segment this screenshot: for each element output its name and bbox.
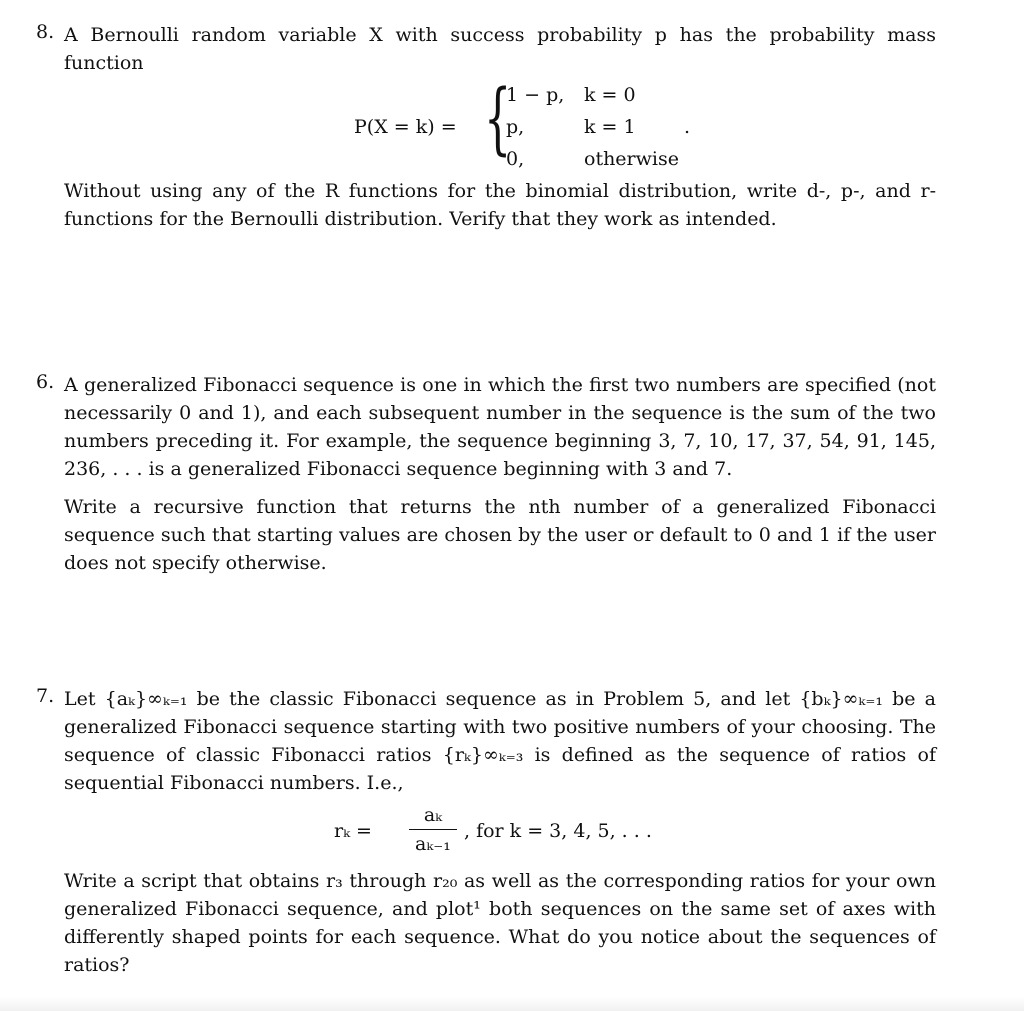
problem-number: 8. (36, 21, 55, 43)
problem-number: 7. (36, 685, 55, 707)
formula-denominator: aₖ₋₁ (415, 833, 451, 855)
problem-8-intro: A Bernoulli random variable X with success probability p has the probability mass function (64, 24, 936, 74)
formula-lhs: rₖ = (334, 820, 372, 842)
pmf-value-1: p, (506, 116, 525, 138)
pmf-lhs: P(X = k) = (354, 116, 457, 138)
problem-6-para-2: Write a recursive function that returns the nth number of a generalized Fibonacci sequence such that starting values are chosen by the user or default to 0 and 1 if the user does not specify otherwise. (64, 496, 936, 574)
pmf-end: . (684, 116, 691, 138)
pmf-condition-0: k = 0 (584, 84, 636, 106)
pmf-value-2: 0, (506, 148, 525, 170)
pmf-value-0: 1 − p, (506, 84, 565, 106)
problem-7-para-1: Let {aₖ}∞ₖ₌₁ be the classic Fibonacci sequence as in Problem 5, and let {bₖ}∞ₖ₌₁ be a generalized Fibonacci sequence starting with two positive numbers of your choosing. The sequence of classic Fibonacci ratios {rₖ}∞ₖ₌₃ is defined as the sequence of ratios of sequential Fibonacci numbers. I.e., (64, 688, 936, 794)
pmf-equation (64, 74, 936, 177)
problem-8 (36, 21, 936, 233)
bottom-shade (0, 997, 1024, 1011)
pmf-condition-2: otherwise (584, 148, 679, 170)
problem-6-para-1: A generalized Fibonacci sequence is one in which the first two numbers are specified (not necessarily 0 and 1), and each subsequent number in the sequence is the sum of the two numbers preceding it. For example, the sequence beginning 3, 7, 10, 17, 37, 54, 91, 145, 236, . . . is a generalized Fibonacci sequence beginning with 3 and 7. (64, 374, 936, 480)
formula-numerator: aₖ (409, 801, 457, 830)
problem-8-task: Without using any of the R functions for the binomial distribution, write d-, p-, and r- functions for the Bernoulli distribution. Verify that they work as intended. (64, 180, 936, 230)
problem-7 (36, 685, 936, 979)
problem-number: 6. (36, 371, 55, 393)
problem-7-para-2: Write a script that obtains r₃ through r₂₀ as well as the corresponding ratios for your own generalized Fibonacci sequence, and plot¹ both sequences on the same set of axes with differently shaped points for each sequence. What do you notice about the sequences of ratios? (64, 870, 936, 976)
left-brace: { (484, 74, 512, 164)
formula-rhs: , for k = 3, 4, 5, . . . (464, 820, 652, 842)
problem-6 (36, 371, 936, 577)
pmf-condition-1: k = 1 (584, 116, 636, 138)
formula-fraction (409, 801, 457, 858)
ratio-formula (64, 797, 936, 867)
